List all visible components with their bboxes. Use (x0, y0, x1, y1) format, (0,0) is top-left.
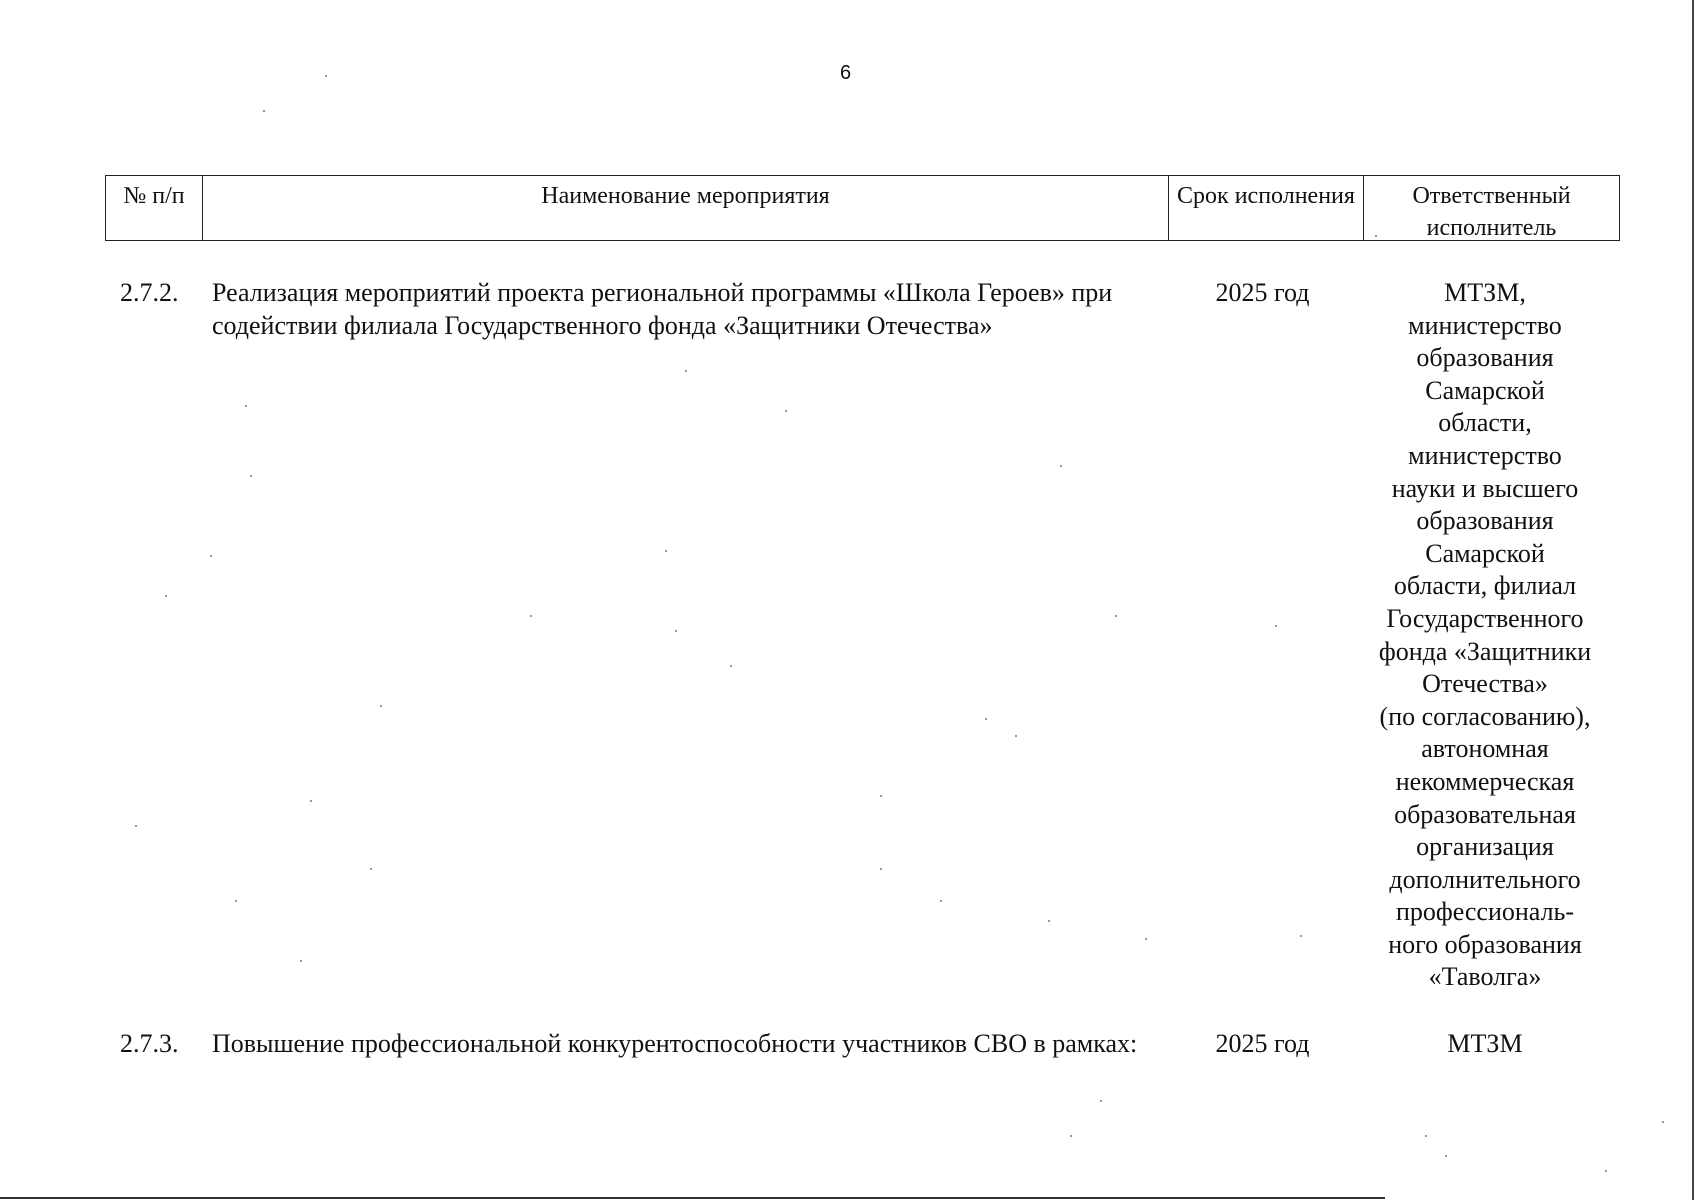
row-name: Повышение профессиональной конкурентоспособности участников СВО в рамках: (212, 1029, 1138, 1058)
bottom-border-line (0, 1197, 1385, 1199)
page-number: 6 (840, 62, 852, 84)
row-name: Реализация мероприятий проекта региональной программы «Школа Героев» при содействии филиала Государственного фонда «Защитники Отечества» (212, 278, 1113, 340)
table-header (105, 175, 1620, 241)
row-term: 2025 год (1215, 278, 1310, 307)
page-edge-line (1692, 0, 1694, 1200)
row-responsible: МТЗМ (1447, 1029, 1523, 1058)
header-responsible: Ответственный исполнитель (1412, 183, 1571, 241)
row-number: 2.7.2. (120, 278, 179, 307)
row-term: 2025 год (1215, 1029, 1310, 1058)
header-num: № п/п (106, 176, 203, 240)
header-name: Наименование мероприятия (203, 176, 1169, 240)
row-responsible: МТЗМ, министерство образования Самарской области, министерство науки и высшего образования Самарской области, филиал Государственного фонда «Защитники Отечества» (по согласованию), автономная некоммерческая образовательная организация дополнительного профессиональ- ного образования «Таволга» (1378, 278, 1592, 992)
header-term: Срок исполнения (1169, 176, 1364, 240)
row-number: 2.7.3. (120, 1029, 179, 1058)
